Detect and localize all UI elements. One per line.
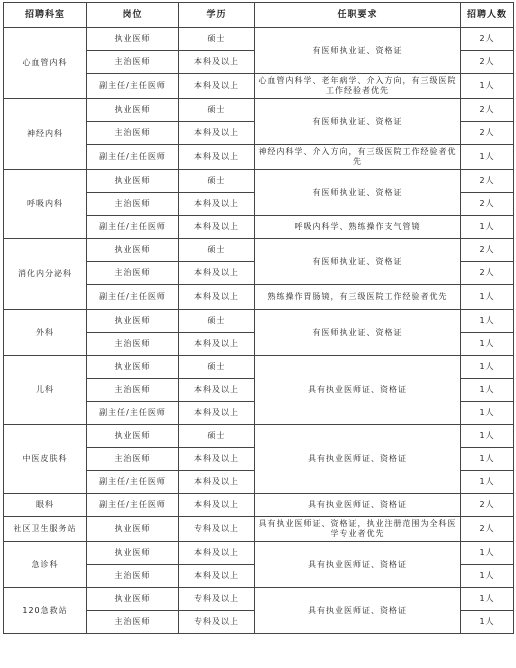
header-dept: 招聘科室 bbox=[4, 3, 87, 28]
table-row bbox=[4, 517, 514, 542]
table-row bbox=[4, 170, 514, 193]
headcount-cell: 1人 bbox=[461, 333, 514, 356]
education-cell: 专科及以上 bbox=[179, 517, 255, 542]
position-cell: 副主任/主任医师 bbox=[87, 145, 179, 170]
dept-cell: 儿科 bbox=[4, 356, 87, 425]
headcount-cell: 1人 bbox=[461, 216, 514, 239]
position-cell: 主治医师 bbox=[87, 122, 179, 145]
headcount-cell: 1人 bbox=[461, 379, 514, 402]
table-row bbox=[4, 542, 514, 565]
education-cell: 本科及以上 bbox=[179, 471, 255, 494]
headcount-cell: 2人 bbox=[461, 494, 514, 517]
requirement-cell: 具有执业医师证、资格证 bbox=[255, 356, 461, 425]
position-cell: 执业医师 bbox=[87, 239, 179, 262]
education-cell: 本科及以上 bbox=[179, 565, 255, 588]
headcount-cell: 1人 bbox=[461, 588, 514, 611]
education-cell: 本科及以上 bbox=[179, 402, 255, 425]
requirement-cell: 具有执业医师证、资格证 bbox=[255, 425, 461, 494]
headcount-cell: 1人 bbox=[461, 145, 514, 170]
requirement-cell: 有医师执业证、资格证 bbox=[255, 170, 461, 216]
recruitment-table bbox=[3, 2, 514, 634]
headcount-cell: 2人 bbox=[461, 517, 514, 542]
requirement-cell: 有医师执业证、资格证 bbox=[255, 239, 461, 285]
position-cell: 主治医师 bbox=[87, 262, 179, 285]
position-cell: 主治医师 bbox=[87, 51, 179, 74]
position-cell: 主治医师 bbox=[87, 333, 179, 356]
dept-cell: 中医皮肤科 bbox=[4, 425, 87, 494]
position-cell: 执业医师 bbox=[87, 99, 179, 122]
dept-cell: 呼吸内科 bbox=[4, 170, 87, 239]
requirement-cell: 具有执业医师证、资格证 bbox=[255, 494, 461, 517]
table-row bbox=[4, 494, 514, 517]
headcount-cell: 2人 bbox=[461, 99, 514, 122]
headcount-cell: 1人 bbox=[461, 402, 514, 425]
education-cell: 本科及以上 bbox=[179, 542, 255, 565]
education-cell: 本科及以上 bbox=[179, 262, 255, 285]
education-cell: 专科及以上 bbox=[179, 611, 255, 634]
headcount-cell: 1人 bbox=[461, 611, 514, 634]
dept-cell: 消化内分泌科 bbox=[4, 239, 87, 310]
education-cell: 硕士 bbox=[179, 99, 255, 122]
table-row bbox=[4, 99, 514, 122]
position-cell: 主治医师 bbox=[87, 379, 179, 402]
headcount-cell: 1人 bbox=[461, 565, 514, 588]
headcount-cell: 1人 bbox=[461, 448, 514, 471]
requirement-cell: 呼吸内科学、熟练操作支气管镜 bbox=[255, 216, 461, 239]
education-cell: 本科及以上 bbox=[179, 193, 255, 216]
headcount-cell: 1人 bbox=[461, 285, 514, 310]
position-cell: 副主任/主任医师 bbox=[87, 494, 179, 517]
position-cell: 副主任/主任医师 bbox=[87, 74, 179, 99]
education-cell: 本科及以上 bbox=[179, 494, 255, 517]
headcount-cell: 1人 bbox=[461, 471, 514, 494]
education-cell: 硕士 bbox=[179, 239, 255, 262]
position-cell: 主治医师 bbox=[87, 565, 179, 588]
position-cell: 执业医师 bbox=[87, 170, 179, 193]
table-row bbox=[4, 28, 514, 51]
requirement-cell: 有医师执业证、资格证 bbox=[255, 310, 461, 356]
requirement-cell: 心血管内科学、老年病学、介入方向，有三级医院工作经验者优先 bbox=[255, 74, 461, 99]
headcount-cell: 2人 bbox=[461, 51, 514, 74]
dept-cell: 心血管内科 bbox=[4, 28, 87, 99]
requirement-cell: 有医师执业证、资格证 bbox=[255, 28, 461, 74]
position-cell: 副主任/主任医师 bbox=[87, 471, 179, 494]
header-headcount: 招聘人数 bbox=[461, 3, 514, 28]
headcount-cell: 2人 bbox=[461, 262, 514, 285]
education-cell: 本科及以上 bbox=[179, 216, 255, 239]
position-cell: 执业医师 bbox=[87, 310, 179, 333]
table-row bbox=[4, 310, 514, 333]
education-cell: 本科及以上 bbox=[179, 51, 255, 74]
education-cell: 本科及以上 bbox=[179, 333, 255, 356]
position-cell: 主治医师 bbox=[87, 448, 179, 471]
education-cell: 本科及以上 bbox=[179, 285, 255, 310]
education-cell: 专科及以上 bbox=[179, 588, 255, 611]
headcount-cell: 1人 bbox=[461, 356, 514, 379]
position-cell: 执业医师 bbox=[87, 425, 179, 448]
education-cell: 本科及以上 bbox=[179, 379, 255, 402]
headcount-cell: 1人 bbox=[461, 310, 514, 333]
position-cell: 执业医师 bbox=[87, 588, 179, 611]
position-cell: 执业医师 bbox=[87, 542, 179, 565]
headcount-cell: 1人 bbox=[461, 425, 514, 448]
headcount-cell: 2人 bbox=[461, 239, 514, 262]
table-row bbox=[4, 356, 514, 379]
education-cell: 硕士 bbox=[179, 28, 255, 51]
education-cell: 本科及以上 bbox=[179, 448, 255, 471]
requirement-cell: 有医师执业证、资格证 bbox=[255, 99, 461, 145]
position-cell: 副主任/主任医师 bbox=[87, 402, 179, 425]
requirement-cell: 具有执业医师证、资格证 bbox=[255, 542, 461, 588]
headcount-cell: 2人 bbox=[461, 122, 514, 145]
table-row bbox=[4, 425, 514, 448]
dept-cell: 外科 bbox=[4, 310, 87, 356]
education-cell: 硕士 bbox=[179, 356, 255, 379]
education-cell: 本科及以上 bbox=[179, 122, 255, 145]
dept-cell: 120急救站 bbox=[4, 588, 87, 634]
position-cell: 执业医师 bbox=[87, 356, 179, 379]
dept-cell: 急诊科 bbox=[4, 542, 87, 588]
education-cell: 硕士 bbox=[179, 425, 255, 448]
dept-cell: 神经内科 bbox=[4, 99, 87, 170]
position-cell: 执业医师 bbox=[87, 517, 179, 542]
position-cell: 副主任/主任医师 bbox=[87, 285, 179, 310]
education-cell: 硕士 bbox=[179, 310, 255, 333]
requirement-cell: 神经内科学、介入方向，有三级医院工作经验者优先 bbox=[255, 145, 461, 170]
header-requirements: 任职要求 bbox=[255, 3, 461, 28]
dept-cell: 社区卫生服务站 bbox=[4, 517, 87, 542]
header-education: 学历 bbox=[179, 3, 255, 28]
table-header-row bbox=[4, 3, 514, 28]
table-row bbox=[4, 588, 514, 611]
requirement-cell: 具有执业医师证、资格证 bbox=[255, 588, 461, 634]
headcount-cell: 1人 bbox=[461, 74, 514, 99]
education-cell: 硕士 bbox=[179, 170, 255, 193]
position-cell: 主治医师 bbox=[87, 611, 179, 634]
position-cell: 执业医师 bbox=[87, 28, 179, 51]
headcount-cell: 2人 bbox=[461, 28, 514, 51]
requirement-cell: 具有执业医师证、资格证，执业注册范围为全科医学专业者优先 bbox=[255, 517, 461, 542]
headcount-cell: 1人 bbox=[461, 542, 514, 565]
requirement-cell: 熟练操作胃肠镜，有三级医院工作经验者优先 bbox=[255, 285, 461, 310]
education-cell: 本科及以上 bbox=[179, 74, 255, 99]
dept-cell: 眼科 bbox=[4, 494, 87, 517]
headcount-cell: 2人 bbox=[461, 193, 514, 216]
position-cell: 主治医师 bbox=[87, 193, 179, 216]
position-cell: 副主任/主任医师 bbox=[87, 216, 179, 239]
table-row bbox=[4, 239, 514, 262]
header-position: 岗位 bbox=[87, 3, 179, 28]
education-cell: 本科及以上 bbox=[179, 145, 255, 170]
headcount-cell: 2人 bbox=[461, 170, 514, 193]
